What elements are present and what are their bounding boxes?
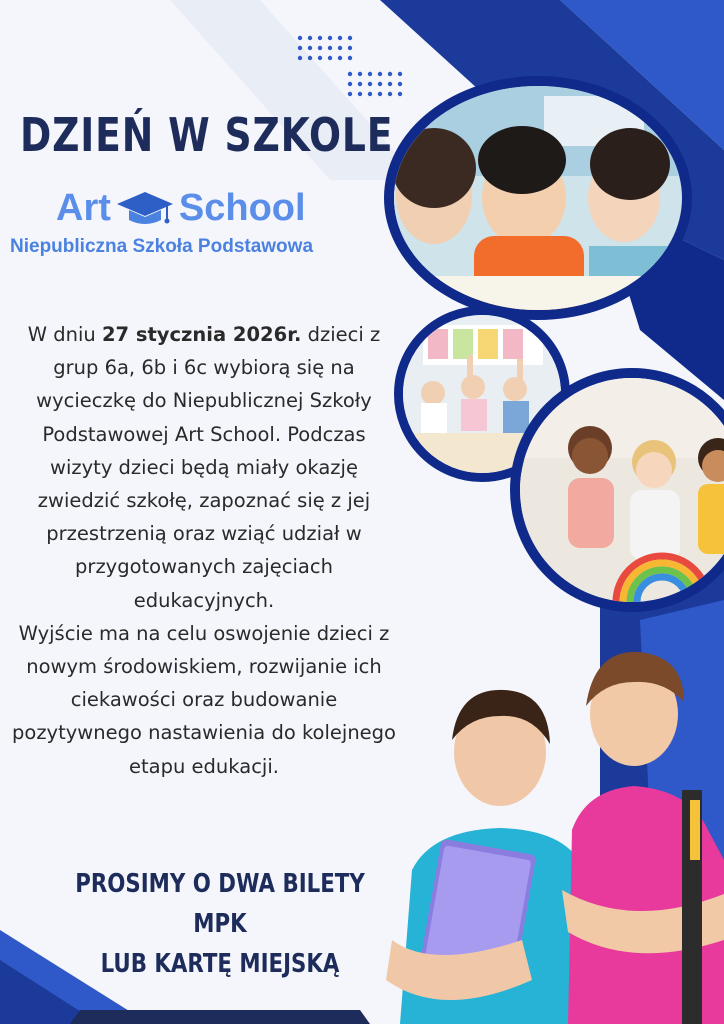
ticket-request-line1: PROSIMY O DWA BILETY MPK: [75, 869, 365, 939]
school-subtitle: Niepubliczna Szkoła Podstawowa: [10, 236, 314, 257]
page-title: DZIEŃ W SZKOLE: [20, 108, 394, 162]
intro-prefix: W dniu: [27, 323, 102, 346]
photo-two-students: [372, 640, 724, 1024]
photo-children-reading: [384, 76, 692, 320]
dot-pattern-decoration: [296, 34, 406, 110]
logo-word-school: School: [178, 187, 306, 229]
intro-text: dzieci z grup 6a, 6b i 6c wybiorą się na wycieczkę do Niepublicznej Szkoły Podstawowej Art School. Podczas wizyty dzieci będą miały okazję zwiedzić szkołę, zapoznać się z jej przestrzenią oraz wziąć udział w przygotowanych zajęciach edukacyjnych.: [36, 323, 381, 612]
announcement-body: [10, 318, 398, 783]
photo-smiling-kids-image: [520, 378, 724, 602]
art-school-logo: [56, 186, 306, 230]
event-date: 27 stycznia 2026r.: [101, 323, 302, 346]
ticket-request-line2: LUB KARTĘ MIEJSKĄ: [100, 949, 340, 979]
logo-word-art: Art: [56, 187, 111, 229]
photo-children-reading-image: [394, 86, 682, 310]
graduation-cap-icon: [115, 186, 175, 230]
ticket-request: [72, 864, 367, 984]
purpose-text: Wyjście ma na celu oswojenie dzieci z nowym środowiskiem, rozwijanie ich ciekawości oraz budowanie pozytywnego nastawienia do kolejnego etapu edukacji.: [12, 621, 396, 778]
